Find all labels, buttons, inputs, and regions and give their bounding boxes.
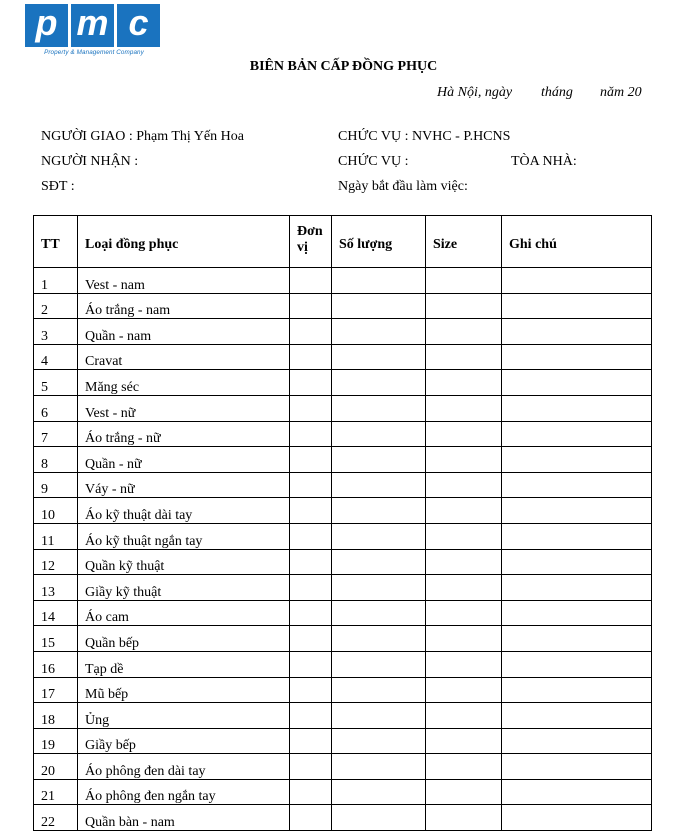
cell-unit[interactable] (290, 754, 332, 780)
logo-letter-c: c (117, 4, 160, 47)
cell-unit[interactable] (290, 447, 332, 473)
table-row (34, 805, 652, 831)
cell-unit[interactable] (290, 703, 332, 729)
cell-type: Vest - nam (78, 268, 290, 294)
cell-qty[interactable] (332, 728, 426, 754)
cell-size[interactable] (426, 447, 502, 473)
cell-size[interactable] (426, 293, 502, 319)
cell-tt: 15 (34, 626, 78, 652)
dateline-city: Hà Nội, ngày (437, 85, 513, 100)
cell-unit[interactable] (290, 805, 332, 831)
cell-tt: 9 (34, 472, 78, 498)
cell-tt: 19 (34, 728, 78, 754)
cell-unit[interactable] (290, 677, 332, 703)
cell-size[interactable] (426, 779, 502, 805)
cell-unit[interactable] (290, 523, 332, 549)
cell-size[interactable] (426, 575, 502, 601)
cell-note[interactable] (502, 370, 652, 396)
uniform-table (33, 215, 652, 831)
cell-note[interactable] (502, 395, 652, 421)
cell-type: Giầy bếp (78, 728, 290, 754)
cell-note[interactable] (502, 728, 652, 754)
cell-qty[interactable] (332, 651, 426, 677)
cell-size[interactable] (426, 677, 502, 703)
cell-note[interactable] (502, 754, 652, 780)
cell-unit[interactable] (290, 395, 332, 421)
cell-note[interactable] (502, 575, 652, 601)
table-row (34, 575, 652, 601)
cell-note[interactable] (502, 703, 652, 729)
cell-size[interactable] (426, 805, 502, 831)
cell-size[interactable] (426, 703, 502, 729)
cell-qty[interactable] (332, 370, 426, 396)
cell-note[interactable] (502, 600, 652, 626)
table-row (34, 370, 652, 396)
logo-letter-p: p (25, 4, 68, 47)
cell-note[interactable] (502, 651, 652, 677)
cell-qty[interactable] (332, 421, 426, 447)
table-row (34, 600, 652, 626)
cell-type: Măng séc (78, 370, 290, 396)
cell-type: Quần bếp (78, 626, 290, 652)
cell-unit[interactable] (290, 319, 332, 345)
cell-unit[interactable] (290, 293, 332, 319)
cell-unit[interactable] (290, 575, 332, 601)
cell-unit[interactable] (290, 779, 332, 805)
table-header-row (34, 216, 652, 268)
cell-unit[interactable] (290, 651, 332, 677)
start-date-field: Ngày bắt đầu làm việc: (338, 179, 468, 194)
cell-note[interactable] (502, 268, 652, 294)
cell-unit[interactable] (290, 268, 332, 294)
table-row (34, 395, 652, 421)
cell-tt: 12 (34, 549, 78, 575)
cell-qty[interactable] (332, 319, 426, 345)
table-row (34, 549, 652, 575)
receiver-position: CHỨC VỤ : (338, 154, 409, 169)
cell-tt: 3 (34, 319, 78, 345)
header-note: Ghi chú (502, 216, 652, 268)
cell-type: Váy - nữ (78, 472, 290, 498)
cell-unit[interactable] (290, 549, 332, 575)
cell-type: Quần - nam (78, 319, 290, 345)
table-row (34, 447, 652, 473)
cell-tt: 20 (34, 754, 78, 780)
table-row (34, 293, 652, 319)
cell-type: Quần bàn - nam (78, 805, 290, 831)
table-row (34, 779, 652, 805)
cell-unit[interactable] (290, 626, 332, 652)
cell-unit[interactable] (290, 370, 332, 396)
table-row (34, 344, 652, 370)
cell-note[interactable] (502, 472, 652, 498)
cell-type: Áo trắng - nam (78, 293, 290, 319)
cell-qty[interactable] (332, 472, 426, 498)
dateline-year: năm 20 (600, 85, 642, 100)
giver-line: NGƯỜI GIAO : Phạm Thị Yến Hoa (41, 129, 244, 144)
cell-type: Áo phông đen dài tay (78, 754, 290, 780)
cell-tt: 17 (34, 677, 78, 703)
cell-qty[interactable] (332, 754, 426, 780)
cell-qty[interactable] (332, 293, 426, 319)
cell-tt: 8 (34, 447, 78, 473)
table-row (34, 703, 652, 729)
cell-note[interactable] (502, 447, 652, 473)
cell-size[interactable] (426, 651, 502, 677)
cell-note[interactable] (502, 421, 652, 447)
cell-qty[interactable] (332, 600, 426, 626)
cell-tt: 5 (34, 370, 78, 396)
table-row (34, 268, 652, 294)
table-row (34, 728, 652, 754)
header-unit: Đơn vị (290, 216, 332, 268)
phone-field: SĐT : (41, 179, 75, 194)
table-row (34, 754, 652, 780)
cell-qty[interactable] (332, 779, 426, 805)
cell-size[interactable] (426, 370, 502, 396)
cell-note[interactable] (502, 677, 652, 703)
cell-note[interactable] (502, 319, 652, 345)
cell-qty[interactable] (332, 626, 426, 652)
cell-type: Áo kỹ thuật ngắn tay (78, 523, 290, 549)
cell-qty[interactable] (332, 344, 426, 370)
cell-type: Ủng (78, 703, 290, 729)
cell-size[interactable] (426, 626, 502, 652)
cell-note[interactable] (502, 498, 652, 524)
cell-qty[interactable] (332, 268, 426, 294)
cell-qty[interactable] (332, 703, 426, 729)
giver-position: CHỨC VỤ : NVHC - P.HCNS (338, 129, 511, 144)
header-size: Size (426, 216, 502, 268)
table-row (34, 651, 652, 677)
cell-unit[interactable] (290, 600, 332, 626)
cell-type: Vest - nữ (78, 395, 290, 421)
cell-size[interactable] (426, 523, 502, 549)
cell-type: Áo kỹ thuật dài tay (78, 498, 290, 524)
logo-tagline: Property & Management Company (44, 49, 144, 56)
cell-qty[interactable] (332, 549, 426, 575)
cell-type: Quần kỹ thuật (78, 549, 290, 575)
cell-qty[interactable] (332, 677, 426, 703)
cell-note[interactable] (502, 626, 652, 652)
cell-tt: 21 (34, 779, 78, 805)
cell-note[interactable] (502, 523, 652, 549)
cell-size[interactable] (426, 344, 502, 370)
cell-note[interactable] (502, 805, 652, 831)
cell-qty[interactable] (332, 805, 426, 831)
cell-type: Tạp dề (78, 651, 290, 677)
cell-type: Giầy kỹ thuật (78, 575, 290, 601)
cell-note[interactable] (502, 293, 652, 319)
cell-tt: 1 (34, 268, 78, 294)
cell-type: Áo cam (78, 600, 290, 626)
header-qty: Số lượng (332, 216, 426, 268)
table-row (34, 523, 652, 549)
table-row (34, 677, 652, 703)
cell-type: Cravat (78, 344, 290, 370)
cell-unit[interactable] (290, 728, 332, 754)
cell-size[interactable] (426, 600, 502, 626)
cell-note[interactable] (502, 344, 652, 370)
cell-qty[interactable] (332, 575, 426, 601)
table-row (34, 421, 652, 447)
cell-type: Mũ bếp (78, 677, 290, 703)
cell-size[interactable] (426, 268, 502, 294)
dateline-month: tháng (541, 85, 573, 100)
table-row (34, 319, 652, 345)
cell-note[interactable] (502, 779, 652, 805)
cell-note[interactable] (502, 549, 652, 575)
cell-tt: 14 (34, 600, 78, 626)
cell-tt: 7 (34, 421, 78, 447)
cell-size[interactable] (426, 728, 502, 754)
cell-tt: 13 (34, 575, 78, 601)
cell-unit[interactable] (290, 472, 332, 498)
pmc-logo (25, 4, 163, 57)
cell-tt: 2 (34, 293, 78, 319)
cell-unit[interactable] (290, 498, 332, 524)
cell-unit[interactable] (290, 344, 332, 370)
logo-letters (25, 4, 160, 47)
cell-type: Áo trắng - nữ (78, 421, 290, 447)
cell-type: Áo phông đen ngắn tay (78, 779, 290, 805)
header-tt: TT (34, 216, 78, 268)
cell-size[interactable] (426, 421, 502, 447)
building-field: TÒA NHÀ: (511, 154, 577, 169)
table-row (34, 498, 652, 524)
cell-size[interactable] (426, 498, 502, 524)
cell-size[interactable] (426, 549, 502, 575)
cell-tt: 11 (34, 523, 78, 549)
cell-qty[interactable] (332, 395, 426, 421)
cell-type: Quần - nữ (78, 447, 290, 473)
cell-tt: 22 (34, 805, 78, 831)
cell-qty[interactable] (332, 498, 426, 524)
table-row (34, 626, 652, 652)
cell-size[interactable] (426, 319, 502, 345)
cell-unit[interactable] (290, 421, 332, 447)
cell-tt: 16 (34, 651, 78, 677)
logo-letter-m: m (71, 4, 114, 47)
receiver-line: NGƯỜI NHẬN : (41, 154, 139, 169)
cell-tt: 4 (34, 344, 78, 370)
cell-tt: 10 (34, 498, 78, 524)
cell-qty[interactable] (332, 447, 426, 473)
cell-tt: 18 (34, 703, 78, 729)
table-row (34, 472, 652, 498)
header-type: Loại đồng phục (78, 216, 290, 268)
cell-tt: 6 (34, 395, 78, 421)
cell-size[interactable] (426, 395, 502, 421)
cell-size[interactable] (426, 472, 502, 498)
cell-qty[interactable] (332, 523, 426, 549)
document-title: BIÊN BẢN CẤP ĐỒNG PHỤC (249, 59, 438, 74)
cell-size[interactable] (426, 754, 502, 780)
